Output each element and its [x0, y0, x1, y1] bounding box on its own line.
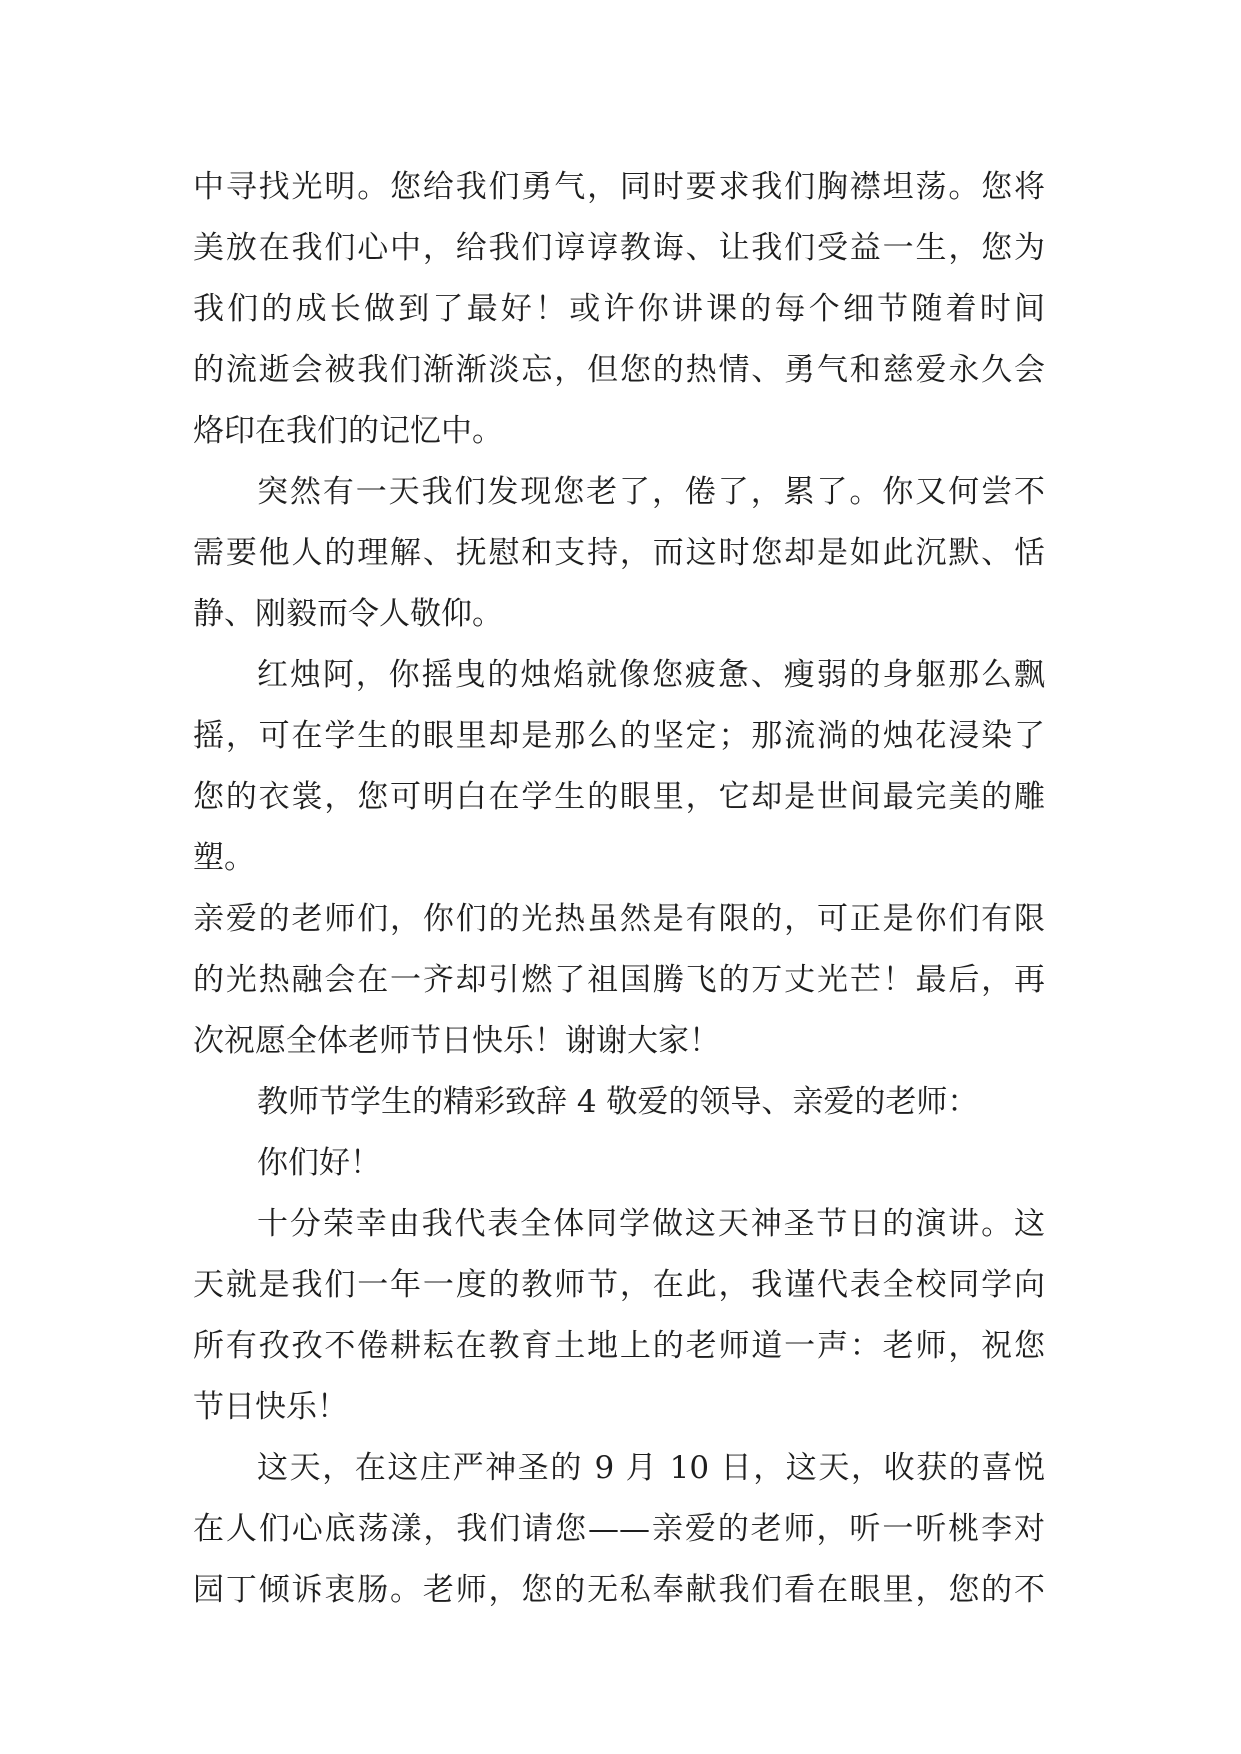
text-line: 所有孜孜不倦耕耘在教育土地上的老师道一声：老师，祝您	[193, 1328, 1045, 1364]
text-line: 次祝愿全体老师节日快乐！谢谢大家！	[193, 1023, 720, 1059]
text-line: 需要他人的理解、抚慰和支持，而这时您却是如此沉默、恬	[193, 535, 1045, 571]
text-line: 节日快乐！	[193, 1389, 348, 1425]
text-line: 摇，可在学生的眼里却是那么的坚定；那流淌的烛花浸染了	[193, 718, 1045, 754]
text-line: 的光热融会在一齐却引燃了祖国腾飞的万丈光芒！最后，再	[193, 962, 1045, 998]
paragraph-first-line: 这天，在这庄严神圣的 9 月 10 日，这天，收获的喜悦	[257, 1450, 1045, 1486]
text-line: 美放在我们心中，给我们谆谆教诲、让我们受益一生，您为	[193, 230, 1045, 266]
text-line: 在人们心底荡漾，我们请您——亲爱的老师，听一听桃李对	[193, 1511, 1045, 1547]
text-line: 的流逝会被我们渐渐淡忘，但您的热情、勇气和慈爱永久会	[193, 352, 1045, 388]
paragraph-first-line: 突然有一天我们发现您老了，倦了，累了。你又何尝不	[257, 474, 1045, 510]
text-line: 中寻找光明。您给我们勇气，同时要求我们胸襟坦荡。您将	[193, 169, 1045, 205]
text-line: 您的衣裳，您可明白在学生的眼里，它却是世间最完美的雕	[193, 779, 1045, 815]
text-line: 我们的成长做到了最好！或许你讲课的每个细节随着时间	[193, 291, 1045, 327]
text-line: 烙印在我们的记忆中。	[193, 413, 503, 449]
text-line: 亲爱的老师们，你们的光热虽然是有限的，可正是你们有限	[193, 901, 1045, 937]
text-line: 塑。	[193, 840, 255, 876]
document-body	[193, 157, 1045, 1621]
paragraph-first-line: 红烛阿，你摇曳的烛焰就像您疲惫、瘦弱的身躯那么飘	[257, 657, 1045, 693]
text-line: 园丁倾诉衷肠。老师，您的无私奉献我们看在眼里，您的不	[193, 1572, 1045, 1608]
text-line: 静、刚毅而令人敬仰。	[193, 596, 503, 632]
text-line: 天就是我们一年一度的教师节，在此，我谨代表全校同学向	[193, 1267, 1045, 1303]
greeting-line: 你们好！	[257, 1145, 381, 1181]
paragraph-first-line: 十分荣幸由我代表全体同学做这天神圣节日的演讲。这	[257, 1206, 1045, 1242]
section-heading-line: 教师节学生的精彩致辞 4 敬爱的领导、亲爱的老师：	[257, 1084, 979, 1120]
